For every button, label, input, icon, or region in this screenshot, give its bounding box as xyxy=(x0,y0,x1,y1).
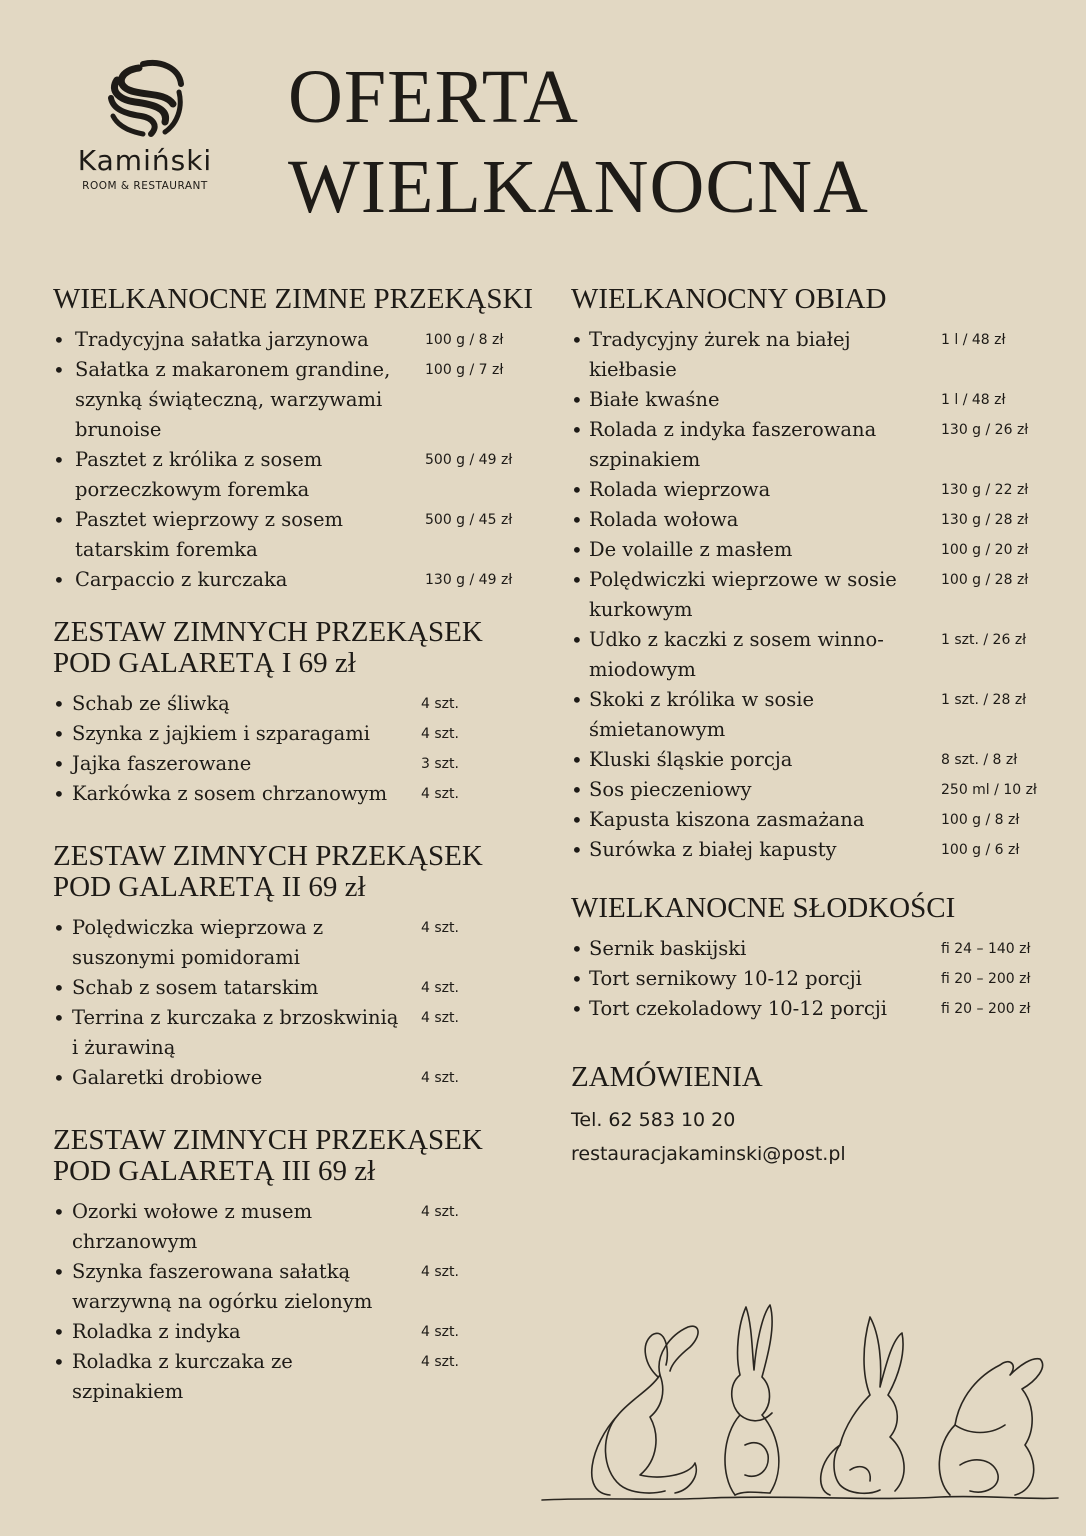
bullet-icon: • xyxy=(571,808,583,832)
menu-item-price: 250 ml / 10 zł xyxy=(941,782,1037,798)
menu-item-name: Tradycyjna sałatka jarzynowa xyxy=(75,328,369,351)
bullet-icon: • xyxy=(571,997,583,1021)
menu-item-price: 130 g / 22 zł xyxy=(941,482,1029,498)
menu-item xyxy=(53,565,543,595)
menu-item xyxy=(53,973,543,1003)
menu-item-price: 500 g / 49 zł xyxy=(425,452,513,468)
swirl-logo-icon xyxy=(103,58,187,138)
menu-item xyxy=(53,445,543,505)
bullet-icon: • xyxy=(53,1350,65,1374)
phone-number[interactable]: Tel. 62 583 10 20 xyxy=(571,1109,736,1131)
set-2-heading-line-1: ZESTAW ZIMNYCH PRZEKĄSEK xyxy=(53,840,483,872)
bullet-icon: • xyxy=(571,838,583,862)
menu-item-price: 4 szt. xyxy=(421,1264,459,1280)
bullet-icon: • xyxy=(53,1260,65,1284)
sweets-list xyxy=(571,934,1061,1024)
menu-item-name: Rolada z indyka faszerowana szpinakiem xyxy=(589,418,877,471)
menu-item-name: Schab ze śliwką xyxy=(72,692,230,715)
cold-appetizers-list xyxy=(53,325,543,595)
menu-item-name: Galaretki drobiowe xyxy=(72,1066,263,1089)
menu-item-price: 4 szt. xyxy=(421,1010,459,1026)
set-1-list xyxy=(53,689,543,809)
bullet-icon: • xyxy=(53,722,65,746)
cold-appetizers-heading: WIELKANOCNE ZIMNE PRZEKĄSKI xyxy=(53,283,534,315)
brand-name: Kamiński xyxy=(77,144,213,177)
menu-item-price: 1 szt. / 28 zł xyxy=(941,692,1027,708)
bullet-icon: • xyxy=(53,1006,65,1030)
menu-item-price: 4 szt. xyxy=(421,1324,459,1340)
menu-item-name: Tradycyjny żurek na białej kiełbasie xyxy=(589,328,851,381)
menu-item-name: Białe kwaśne xyxy=(589,388,720,411)
menu-item xyxy=(571,964,1061,994)
bullet-icon: • xyxy=(571,508,583,532)
set-1-heading-line-2: POD GALARETĄ I 69 zł xyxy=(53,647,356,679)
menu-item-name: Karkówka z sosem chrzanowym xyxy=(72,782,388,805)
bunny-2-icon xyxy=(725,1305,779,1495)
menu-item-price: fi 24 – 140 zł xyxy=(941,941,1031,957)
menu-item-price: 1 l / 48 zł xyxy=(941,332,1006,348)
bunny-3-icon xyxy=(821,1317,904,1495)
bullet-icon: • xyxy=(571,778,583,802)
menu-item xyxy=(571,325,1061,385)
menu-item-price: 4 szt. xyxy=(421,920,459,936)
menu-item-name: Pasztet wieprzowy z sosem tatarskim foremka xyxy=(75,508,344,561)
set-3-heading-line-2: POD GALARETĄ III 69 zł xyxy=(53,1155,376,1187)
menu-item-price: 8 szt. / 8 zł xyxy=(941,752,1018,768)
menu-item xyxy=(53,719,543,749)
menu-item-price: 100 g / 8 zł xyxy=(941,812,1020,828)
menu-item-price: 100 g / 8 zł xyxy=(425,332,504,348)
menu-item-name: Carpaccio z kurczaka xyxy=(75,568,288,591)
menu-item-name: Pasztet z królika z sosem porzeczkowym foremka xyxy=(75,448,323,501)
title-line-1: OFERTA xyxy=(288,55,579,139)
menu-item xyxy=(571,934,1061,964)
right-column xyxy=(571,284,1061,1171)
bullet-icon: • xyxy=(53,692,65,716)
orders-heading: ZAMÓWIENIA xyxy=(571,1061,763,1093)
bullet-icon: • xyxy=(571,688,583,712)
left-column xyxy=(53,284,543,1407)
menu-item-price: 130 g / 26 zł xyxy=(941,422,1029,438)
set-3-heading-line-1: ZESTAW ZIMNYCH PRZEKĄSEK xyxy=(53,1124,483,1156)
menu-item-price: 1 l / 48 zł xyxy=(941,392,1006,408)
menu-item-name: Sos pieczeniowy xyxy=(589,778,752,801)
set-3-heading xyxy=(53,1125,543,1187)
menu-item-name: De volaille z masłem xyxy=(589,538,793,561)
menu-item-price: fi 20 – 200 zł xyxy=(941,971,1031,987)
bullet-icon: • xyxy=(53,976,65,1000)
menu-item-name: Szynka faszerowana sałatką warzywną na ogórku zielonym xyxy=(72,1260,373,1313)
menu-item-price: 100 g / 28 zł xyxy=(941,572,1029,588)
menu-item-price: 100 g / 7 zł xyxy=(425,362,504,378)
menu-item-price: 1 szt. / 26 zł xyxy=(941,632,1027,648)
menu-item-name: Rolada wieprzowa xyxy=(589,478,771,501)
menu-item xyxy=(571,835,1061,865)
bullet-icon: • xyxy=(53,752,65,776)
bullet-icon: • xyxy=(53,1066,65,1090)
brand-subtitle: ROOM & RESTAURANT xyxy=(82,180,208,192)
menu-item-price: 130 g / 49 zł xyxy=(425,572,513,588)
bullet-icon: • xyxy=(53,508,65,532)
menu-item-name: Roladka z indyka xyxy=(72,1320,241,1343)
menu-item xyxy=(53,1347,543,1407)
bullet-icon: • xyxy=(53,568,65,592)
page-title xyxy=(288,52,869,232)
menu-item-name: Sernik baskijski xyxy=(589,937,747,960)
bullet-icon: • xyxy=(53,1200,65,1224)
menu-item xyxy=(53,355,543,445)
email-address[interactable]: restauracjakaminski@post.pl xyxy=(571,1143,846,1165)
bullet-icon: • xyxy=(571,418,583,442)
menu-item xyxy=(571,625,1061,685)
menu-item-price: 4 szt. xyxy=(421,726,459,742)
bunny-4-icon xyxy=(939,1359,1042,1495)
bullet-icon: • xyxy=(571,328,583,352)
menu-item-name: Jajka faszerowane xyxy=(72,752,252,775)
menu-item-price: 3 szt. xyxy=(421,756,459,772)
bullet-icon: • xyxy=(571,748,583,772)
menu-item xyxy=(53,325,543,355)
menu-item xyxy=(53,1063,543,1093)
menu-item-price: 130 g / 28 zł xyxy=(941,512,1029,528)
menu-item-price: fi 20 – 200 zł xyxy=(941,1001,1031,1017)
menu-item-price: 100 g / 20 zł xyxy=(941,542,1029,558)
set-2-heading-line-2: POD GALARETĄ II 69 zł xyxy=(53,871,366,903)
menu-item-name: Tort czekoladowy 10-12 porcji xyxy=(589,997,888,1020)
brand-logo xyxy=(70,58,220,192)
menu-item-name: Roladka z kurczaka ze szpinakiem xyxy=(72,1350,293,1403)
bullet-icon: • xyxy=(571,388,583,412)
bunny-1-icon xyxy=(592,1326,698,1495)
menu-item-price: 100 g / 6 zł xyxy=(941,842,1020,858)
bunnies-illustration xyxy=(540,1295,1060,1510)
menu-item-name: Szynka z jajkiem i szparagami xyxy=(72,722,370,745)
menu-item-name: Schab z sosem tatarskim xyxy=(72,976,319,999)
menu-item-price: 4 szt. xyxy=(421,1070,459,1086)
menu-item xyxy=(53,1317,543,1347)
menu-item xyxy=(571,775,1061,805)
menu-item-name: Polędwiczki wieprzowe w sosie kurkowym xyxy=(589,568,897,621)
bullet-icon: • xyxy=(571,568,583,592)
bullet-icon: • xyxy=(53,448,65,472)
menu-item xyxy=(53,505,543,565)
menu-item xyxy=(53,1257,543,1317)
menu-item xyxy=(571,385,1061,415)
bullet-icon: • xyxy=(53,1320,65,1344)
menu-item xyxy=(571,475,1061,505)
menu-item xyxy=(53,689,543,719)
title-line-2: WIELKANOCNA xyxy=(288,145,869,229)
bullet-icon: • xyxy=(53,916,65,940)
dinner-heading: WIELKANOCNY OBIAD xyxy=(571,283,887,315)
menu-item xyxy=(53,779,543,809)
set-1-heading-line-1: ZESTAW ZIMNYCH PRZEKĄSEK xyxy=(53,616,483,648)
menu-item-name: Ozorki wołowe z musem chrzanowym xyxy=(72,1200,313,1253)
menu-item-name: Skoki z królika w sosie śmietanowym xyxy=(589,688,815,741)
menu-item-price: 4 szt. xyxy=(421,1204,459,1220)
menu-item-name: Kluski śląskie porcja xyxy=(589,748,793,771)
menu-item-price: 4 szt. xyxy=(421,786,459,802)
bullet-icon: • xyxy=(571,538,583,562)
menu-item-name: Udko z kaczki z sosem winno-miodowym xyxy=(589,628,884,681)
menu-item xyxy=(571,805,1061,835)
menu-item-name: Kapusta kiszona zasmażana xyxy=(589,808,865,831)
menu-item xyxy=(53,1197,543,1257)
menu-item xyxy=(53,1003,543,1063)
menu-item xyxy=(571,415,1061,475)
set-1-heading xyxy=(53,617,543,679)
bullet-icon: • xyxy=(53,782,65,806)
set-2-heading xyxy=(53,841,543,903)
menu-item xyxy=(571,505,1061,535)
bullet-icon: • xyxy=(571,937,583,961)
menu-item-name: Sałatka z makaronem grandine, szynką świąteczną, warzywami brunoise xyxy=(75,358,391,441)
menu-item xyxy=(571,565,1061,625)
menu-item-name: Terrina z kurczaka z brzoskwinią i żurawiną xyxy=(72,1006,399,1059)
menu-item-price: 4 szt. xyxy=(421,980,459,996)
bullet-icon: • xyxy=(571,967,583,991)
menu-item xyxy=(571,994,1061,1024)
bullet-icon: • xyxy=(53,328,65,352)
menu-item xyxy=(571,685,1061,745)
dinner-list xyxy=(571,325,1061,865)
menu-item-price: 500 g / 45 zł xyxy=(425,512,513,528)
menu-item xyxy=(53,913,543,973)
menu-item-price: 4 szt. xyxy=(421,696,459,712)
bullet-icon: • xyxy=(53,358,65,382)
menu-item-name: Rolada wołowa xyxy=(589,508,739,531)
menu-item-price: 4 szt. xyxy=(421,1354,459,1370)
menu-item-name: Polędwiczka wieprzowa z suszonymi pomidorami xyxy=(72,916,324,969)
set-3-list xyxy=(53,1197,543,1407)
bullet-icon: • xyxy=(571,628,583,652)
sweets-heading: WIELKANOCNE SŁODKOŚCI xyxy=(571,892,956,924)
menu-item xyxy=(571,535,1061,565)
menu-item xyxy=(571,745,1061,775)
menu-item-name: Surówka z białej kapusty xyxy=(589,838,837,861)
menu-item xyxy=(53,749,543,779)
set-2-list xyxy=(53,913,543,1093)
bullet-icon: • xyxy=(571,478,583,502)
menu-item-name: Tort sernikowy 10-12 porcji xyxy=(589,967,862,990)
